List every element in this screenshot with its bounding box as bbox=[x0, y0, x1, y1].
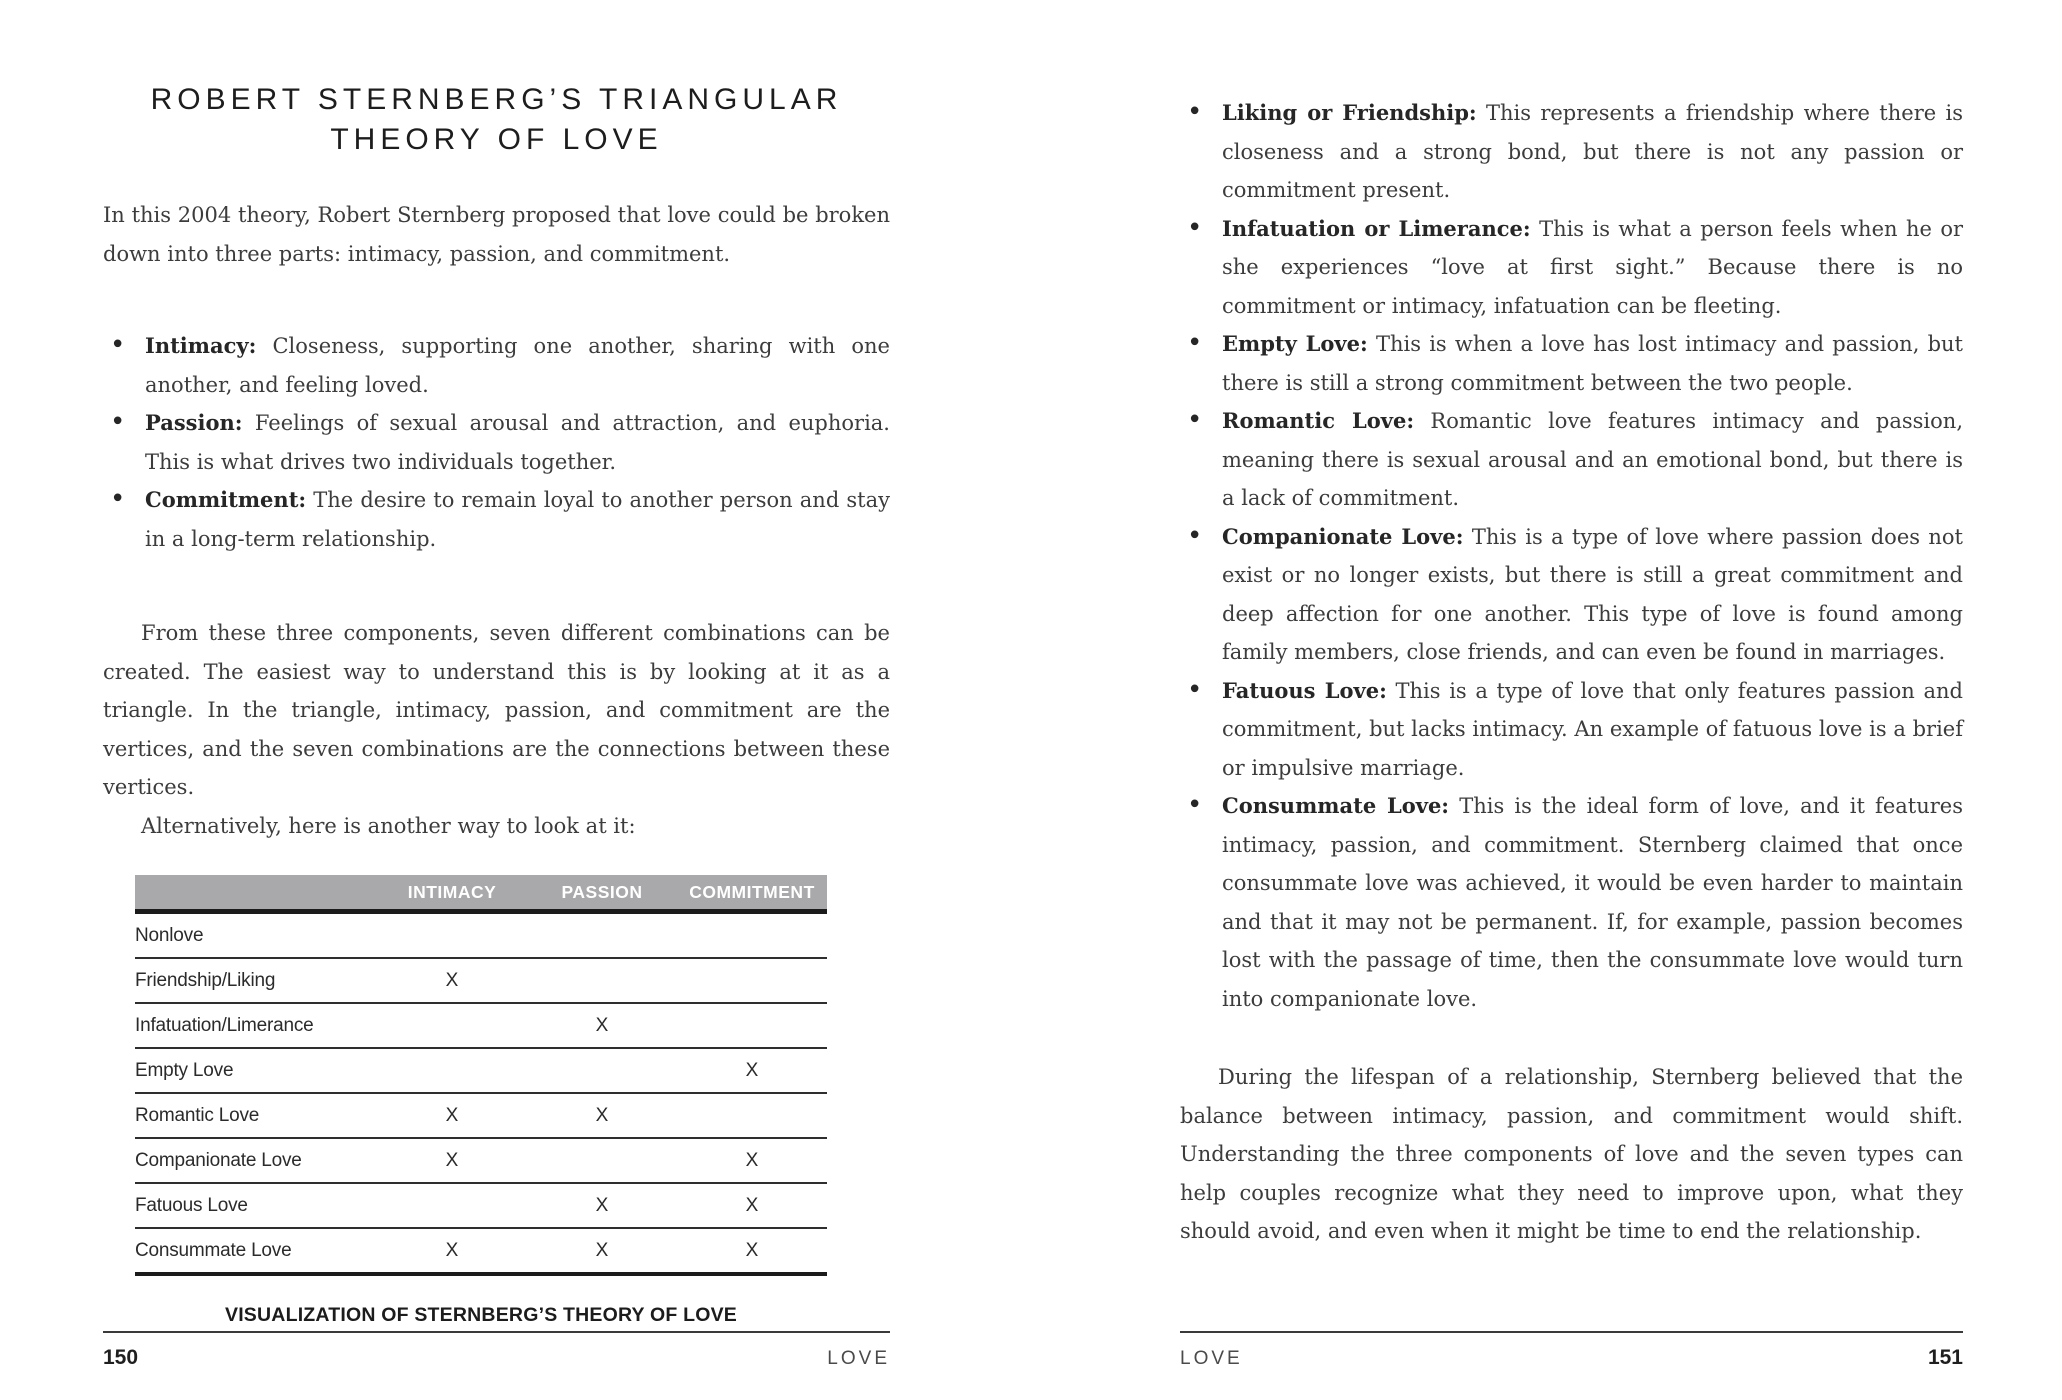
table-caption: VISUALIZATION OF STERNBERG’S THEORY OF LOVE bbox=[224, 1304, 738, 1326]
bullet-label: Romantic Love: bbox=[1222, 408, 1415, 433]
list-item bbox=[1180, 672, 1963, 788]
bullet-label: Fatuous Love: bbox=[1222, 677, 1387, 703]
table-row bbox=[135, 959, 827, 1004]
table-row bbox=[135, 1004, 827, 1049]
bullet-text: This is when a love has lost intimacy and passion, but there is still a strong commitment between the two people. bbox=[1222, 332, 1963, 395]
page-number: 150 bbox=[103, 1346, 139, 1369]
page-title-line-2: THEORY OF LOVE bbox=[330, 123, 663, 156]
cell-passion: X bbox=[595, 1194, 609, 1216]
table-row bbox=[135, 1184, 827, 1229]
row-label: Nonlove bbox=[135, 924, 204, 946]
bullet-text: Romantic love features intimacy and passion, meaning there is sexual arousal and an emotional bond, but there is a lack of commitment. bbox=[1222, 409, 1963, 510]
table-column-header: PASSION bbox=[561, 881, 643, 902]
cell-intimacy: X bbox=[445, 1104, 459, 1126]
cell-commitment: X bbox=[745, 1194, 759, 1216]
list-item bbox=[1180, 402, 1963, 518]
table-column-header: COMMITMENT bbox=[689, 881, 815, 902]
row-label: Fatuous Love bbox=[135, 1194, 248, 1216]
running-title: LOVE bbox=[1180, 1348, 1243, 1369]
bullet-label: Passion: bbox=[145, 410, 243, 435]
cell-passion: X bbox=[595, 1104, 609, 1126]
bullet-label: Consummate Love: bbox=[1222, 793, 1450, 818]
intro-paragraph: In this 2004 theory, Robert Sternberg proposed that love could be broken down into three parts: intimacy, passion, and commitment. bbox=[103, 203, 890, 266]
list-item bbox=[103, 481, 890, 558]
left-page-footer bbox=[103, 1331, 890, 1370]
bullet-label: Intimacy: bbox=[145, 333, 257, 358]
table-row bbox=[135, 914, 827, 959]
love-types-table bbox=[135, 875, 827, 1276]
bullet-text: This is a type of love where passion does not exist or no longer exists, but there is still a great commitment and deep affection for one another. This type of love is found among family members, close friends, and can even be found in marriages. bbox=[1222, 524, 1963, 664]
bullet-text: This is the ideal form of love, and it features intimacy, passion, and commitment. Sternberg claimed that once consummate love was achieved, it would be even harder to maintain and that it may not be permanent. If, for example, passion becomes lost with the passage of time, then the consummate love would turn into companionate love. bbox=[1222, 794, 1963, 1011]
love-types-bullet-list bbox=[1180, 94, 1963, 1018]
page-title-line-1: ROBERT STERNBERG’S TRIANGULAR bbox=[150, 83, 843, 116]
list-item bbox=[103, 327, 890, 404]
row-label: Empty Love bbox=[135, 1059, 234, 1081]
bullet-text: This is what a person feels when he or she experiences “love at first sight.” Because there is no commitment or intimacy, infatuation can be fleeting. bbox=[1222, 216, 1964, 318]
closing-paragraph: During the lifespan of a relationship, Sternberg believed that the balance between intimacy, passion, and commitment would shift. Understanding the three components of love and the seven types can help couples recognize what they need to improve upon, what they should avoid, and even when it might be time to end the relationship. bbox=[1180, 1065, 1963, 1243]
bullet-label: Liking or Friendship: bbox=[1222, 100, 1477, 125]
page-number: 151 bbox=[1927, 1346, 1963, 1369]
list-item bbox=[1180, 518, 1963, 672]
list-item bbox=[1180, 787, 1963, 1018]
cell-commitment: X bbox=[745, 1059, 759, 1081]
bullet-text: Feelings of sexual arousal and attraction, and euphoria. This is what drives two individuals together. bbox=[145, 411, 890, 474]
cell-intimacy: X bbox=[445, 1149, 459, 1171]
table-row bbox=[135, 1049, 827, 1094]
right-page bbox=[1180, 0, 1963, 1400]
cell-intimacy: X bbox=[445, 969, 459, 991]
list-item bbox=[1180, 210, 1963, 326]
body-paragraph: Alternatively, here is another way to look at it: bbox=[141, 813, 636, 838]
list-item bbox=[103, 404, 890, 481]
table-header-row bbox=[135, 875, 827, 914]
left-page bbox=[103, 0, 890, 1400]
list-item bbox=[1180, 325, 1963, 402]
bullet-label: Infatuation or Limerance: bbox=[1222, 215, 1531, 241]
bullet-text: The desire to remain loyal to another person and stay in a long-term relationship. bbox=[145, 488, 890, 551]
row-label: Romantic Love bbox=[135, 1104, 260, 1126]
row-label: Infatuation/Limerance bbox=[135, 1014, 314, 1036]
bullet-text: This is a type of love that only features passion and commitment, but lacks intimacy. An example of fatuous love is a brief or impulsive marriage. bbox=[1222, 678, 1963, 780]
bullet-label: Companionate Love: bbox=[1222, 523, 1464, 549]
table-row bbox=[135, 1139, 827, 1184]
cell-passion: X bbox=[595, 1239, 609, 1261]
table-row bbox=[135, 1094, 827, 1139]
components-bullet-list bbox=[103, 327, 890, 558]
bullet-text: This represents a friendship where there is closeness and a strong bond, but there is not any passion or commitment present. bbox=[1222, 101, 1963, 202]
running-title: LOVE bbox=[827, 1348, 890, 1369]
bullet-label: Commitment: bbox=[145, 487, 307, 512]
cell-intimacy: X bbox=[445, 1239, 459, 1261]
list-item bbox=[1180, 94, 1963, 210]
bullet-label: Empty Love: bbox=[1222, 331, 1368, 356]
body-paragraph: From these three components, seven different combinations can be created. The easiest way to understand this is by looking at it as a triangle. In the triangle, intimacy, passion, and commitment are the vertices, and the seven combinations are the connections between these vertices. bbox=[103, 621, 890, 799]
cell-passion: X bbox=[595, 1014, 609, 1036]
cell-commitment: X bbox=[745, 1239, 759, 1261]
table-column-header: INTIMACY bbox=[407, 881, 497, 902]
table-row bbox=[135, 1229, 827, 1276]
row-label: Companionate Love bbox=[135, 1149, 302, 1171]
right-page-footer bbox=[1180, 1331, 1963, 1370]
row-label: Friendship/Liking bbox=[135, 969, 276, 991]
row-label: Consummate Love bbox=[135, 1239, 292, 1261]
cell-commitment: X bbox=[745, 1149, 759, 1171]
bullet-text: Closeness, supporting one another, sharing with one another, and feeling loved. bbox=[145, 334, 890, 397]
page-title bbox=[103, 80, 890, 160]
